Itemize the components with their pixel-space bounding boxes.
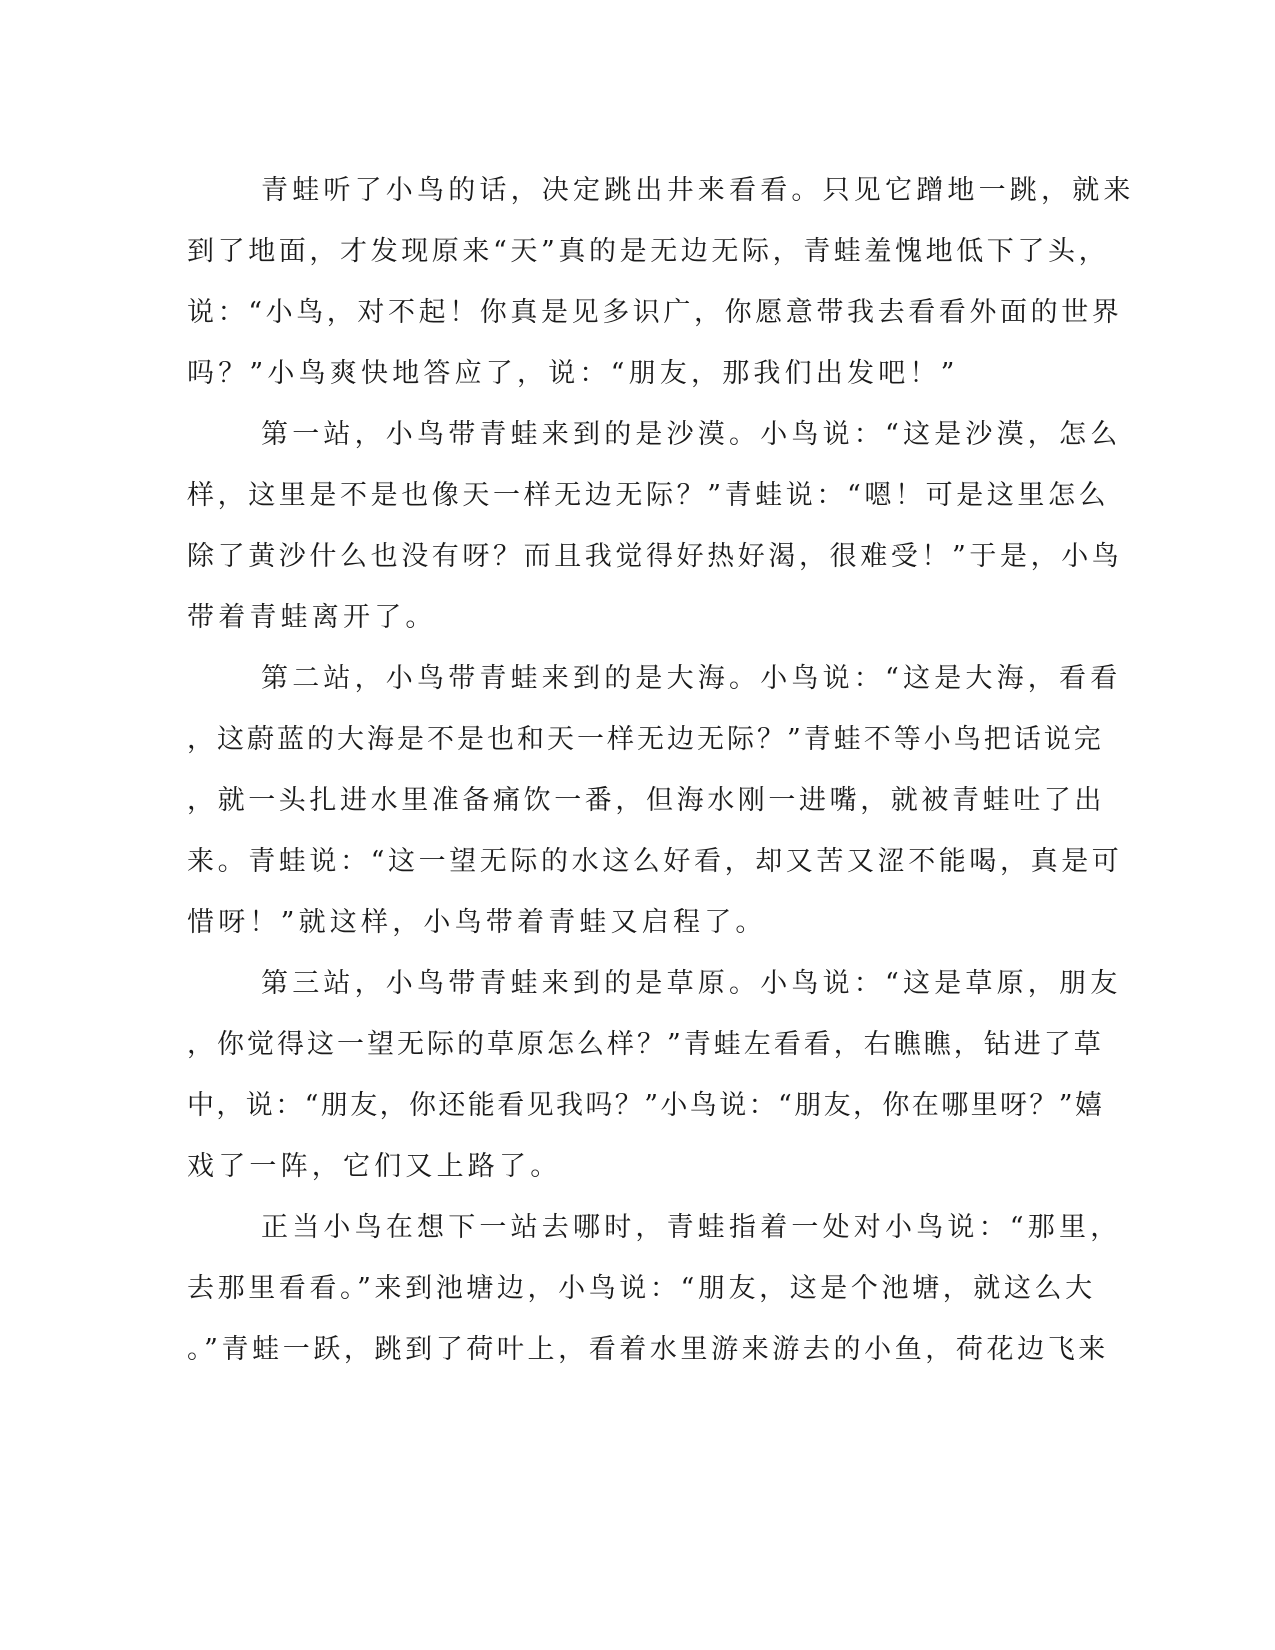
text-line: 带着青蛙离开了。 xyxy=(187,602,437,633)
text-line: 样，这里是不是也像天一样无边无际？”青蛙说：“嗯！可是这里怎么 xyxy=(187,480,1110,511)
text-line: 戏了一阵，它们又上路了。 xyxy=(187,1151,562,1182)
text-line: ，你觉得这一望无际的草原怎么样？”青蛙左看看，右瞧瞧，钻进了草 xyxy=(187,1029,1104,1060)
text-line: 中，说：“朋友，你还能看见我吗？”小鸟说：“朋友，你在哪里呀？”嬉 xyxy=(187,1090,1105,1121)
paragraph-4 xyxy=(187,953,1122,1197)
paragraph-1 xyxy=(187,160,1135,404)
text-line: 第二站，小鸟带青蛙来到的是大海。小鸟说：“这是大海，看看 xyxy=(261,663,1122,694)
text-line: 来。青蛙说：“这一望无际的水这么好看，却又苦又涩不能喝，真是可 xyxy=(187,846,1123,877)
text-line: 第三站，小鸟带青蛙来到的是草原。小鸟说：“这是草原，朋友 xyxy=(261,968,1122,999)
text-line: 除了黄沙什么也没有呀？而且我觉得好热好渴，很难受！”于是，小鸟 xyxy=(187,541,1123,572)
text-line: ，就一头扎进水里准备痛饮一番，但海水刚一进嘴，就被青蛙吐了出 xyxy=(187,785,1105,816)
text-line: 正当小鸟在想下一站去哪时，青蛙指着一处对小鸟说：“那里， xyxy=(261,1212,1122,1243)
text-line: 青蛙听了小鸟的话，决定跳出井来看看。只见它蹭地一跳，就来 xyxy=(261,175,1135,206)
paragraph-5 xyxy=(187,1197,1122,1380)
text-line: ，这蔚蓝的大海是不是也和天一样无边无际？”青蛙不等小鸟把话说完 xyxy=(187,724,1104,755)
document-body xyxy=(187,160,1135,1380)
text-line: 吗？”小鸟爽快地答应了，说：“朋友，那我们出发吧！” xyxy=(187,358,959,389)
text-line: 第一站，小鸟带青蛙来到的是沙漠。小鸟说：“这是沙漠，怎么 xyxy=(261,419,1122,450)
text-line: 说：“小鸟，对不起！你真是见多识广，你愿意带我去看看外面的世界 xyxy=(187,297,1123,328)
text-line: 。”青蛙一跃，跳到了荷叶上，看着水里游来游去的小鱼，荷花边飞来 xyxy=(187,1334,1109,1365)
paragraph-2 xyxy=(187,404,1123,648)
text-line: 到了地面，才发现原来“天”真的是无边无际，青蛙羞愧地低下了头， xyxy=(187,236,1110,267)
text-line: 去那里看看。”来到池塘边，小鸟说：“朋友，这是个池塘，就这么大 xyxy=(187,1273,1096,1304)
text-line: 惜呀！”就这样，小鸟带着青蛙又启程了。 xyxy=(187,907,767,938)
paragraph-3 xyxy=(187,648,1123,953)
